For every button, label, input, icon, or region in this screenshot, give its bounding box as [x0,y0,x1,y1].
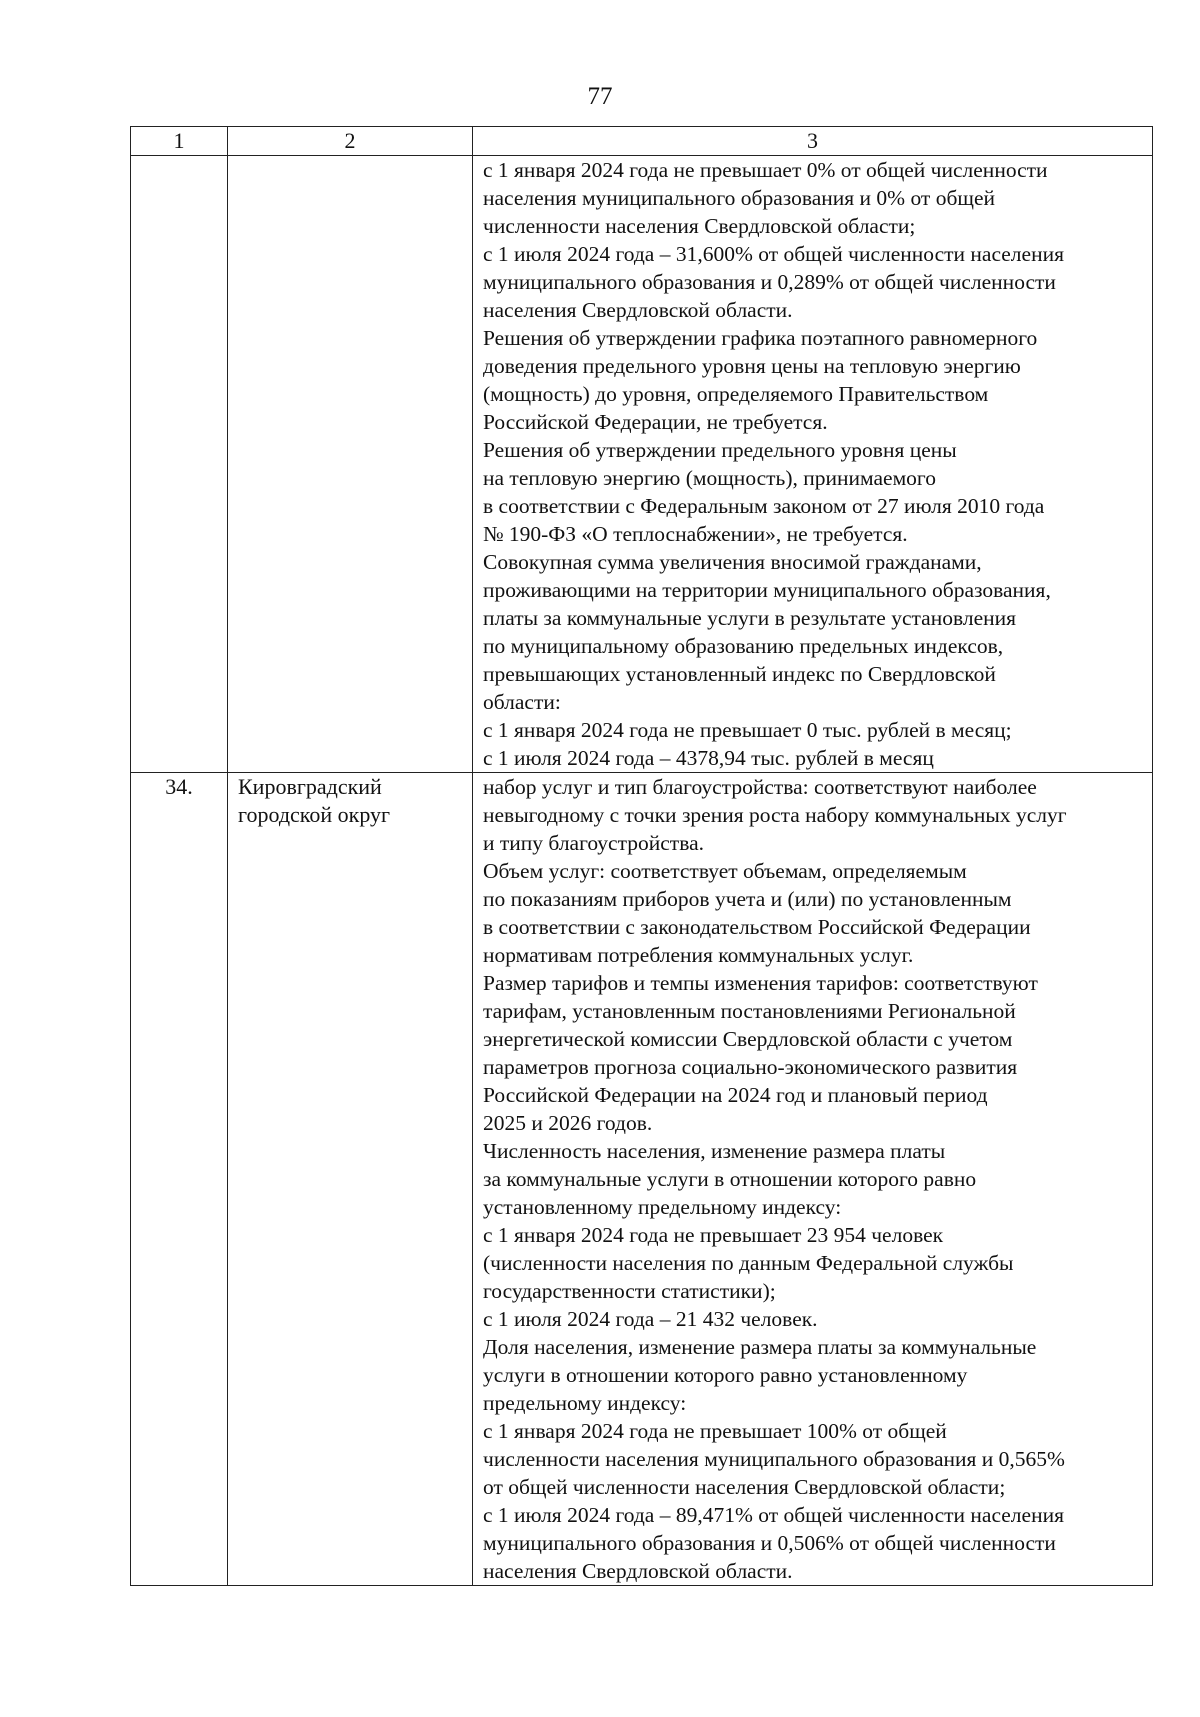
description-line: установленному предельному индексу: [483,1195,842,1219]
description-line: населения Свердловской области. [483,1559,793,1583]
description-line: с 1 января 2024 года не превышает 100% от общей [483,1419,947,1443]
description-line: от общей численности населения Свердловской области; [483,1475,1006,1499]
description-line: с 1 июля 2024 года – 31,600% от общей численности населения [483,242,1064,266]
description-line: области: [483,690,561,714]
description-line: с 1 января 2024 года не превышает 23 954 человек [483,1223,944,1247]
description-line: с 1 января 2024 года не превышает 0 тыс. рублей в месяц; [483,718,1012,742]
description-line: Совокупная сумма увеличения вносимой гражданами, [483,550,982,574]
description-line: Решения об утверждении графика поэтапного равномерного [483,326,1038,350]
column-header-3: 3 [473,127,1153,156]
description-line: с 1 июля 2024 года – 4378,94 тыс. рублей в месяц [483,746,934,770]
table-row [131,156,1153,773]
description-line: платы за коммунальные услуги в результате установления [483,606,1017,630]
description-line: (мощность) до уровня, определяемого Правительством [483,382,989,406]
description-line: численности населения муниципального образования и 0,565% [483,1447,1065,1471]
description-line: Объем услуг: соответствует объемам, определяемым [483,859,967,883]
description-line: энергетической комиссии Свердловской области с учетом [483,1027,1013,1051]
description-line: и типу благоустройства. [483,831,704,855]
description-line: Российской Федерации на 2024 год и плановый период [483,1083,988,1107]
description-line: с 1 июля 2024 года – 89,471% от общей численности населения [483,1503,1064,1527]
row-number-cell: 34. [131,773,228,1586]
description-line: численности населения Свердловской области; [483,214,916,238]
description-line: нормативам потребления коммунальных услуг. [483,943,914,967]
description-line: населения Свердловской области. [483,298,793,322]
description-line: Размер тарифов и темпы изменения тарифов: соответствуют [483,971,1038,995]
description-line: параметров прогноза социально-экономического развития [483,1055,1018,1079]
description-line: № 190-ФЗ «О теплоснабжении», не требуется. [483,522,908,546]
municipality-name-line: Кировградский [238,774,382,799]
column-header-1: 1 [131,127,228,156]
column-header-2: 2 [228,127,473,156]
description-line: услуги в отношении которого равно установленному [483,1363,968,1387]
description-line: Численность населения, изменение размера платы [483,1139,946,1163]
description-line: в соответствии с законодательством Российской Федерации [483,915,1031,939]
description-cell [473,773,1153,1586]
municipality-name-cell [228,773,473,1586]
description-line: 2025 и 2026 годов. [483,1111,653,1135]
table-row [131,773,1153,1586]
row-number-cell [131,156,228,773]
municipality-name-line: городской округ [238,802,391,827]
table-header-row [131,127,1153,156]
description-line: Российской Федерации, не требуется. [483,410,828,434]
description-line: по показаниям приборов учета и (или) по установленным [483,887,1012,911]
description-line: превышающих установленный индекс по Свердловской [483,662,996,686]
description-line: доведения предельного уровня цены на тепловую энергию [483,354,1021,378]
description-line: за коммунальные услуги в отношении которого равно [483,1167,977,1191]
description-line: проживающими на территории муниципального образования, [483,578,1051,602]
description-line: с 1 января 2024 года не превышает 0% от общей численности [483,158,1048,182]
description-line: по муниципальному образованию предельных индексов, [483,634,1004,658]
description-line: (численности населения по данным Федеральной службы [483,1251,1014,1275]
description-line: муниципального образования и 0,506% от общей численности [483,1531,1056,1555]
description-line: невыгодному с точки зрения роста набору коммунальных услуг [483,803,1067,827]
description-line: тарифам, установленным постановлениями Региональной [483,999,1016,1023]
page-number: 77 [587,83,613,110]
description-line: в соответствии с Федеральным законом от 27 июля 2010 года [483,494,1045,518]
description-line: с 1 июля 2024 года – 21 432 человек. [483,1307,818,1331]
table-body [131,156,1153,1586]
municipality-name-cell [228,156,473,773]
description-line: набор услуг и тип благоустройства: соответствуют наиболее [483,775,1037,799]
description-line: Доля населения, изменение размера платы за коммунальные [483,1335,1037,1359]
description-line: государственности статистики); [483,1279,776,1303]
description-line: на тепловую энергию (мощность), принимаемого [483,466,936,490]
description-cell [473,156,1153,773]
document-table [130,126,1153,1586]
description-line: населения муниципального образования и 0% от общей [483,186,995,210]
description-line: предельному индексу: [483,1391,687,1415]
description-line: муниципального образования и 0,289% от общей численности [483,270,1056,294]
description-line: Решения об утверждении предельного уровня цены [483,438,957,462]
